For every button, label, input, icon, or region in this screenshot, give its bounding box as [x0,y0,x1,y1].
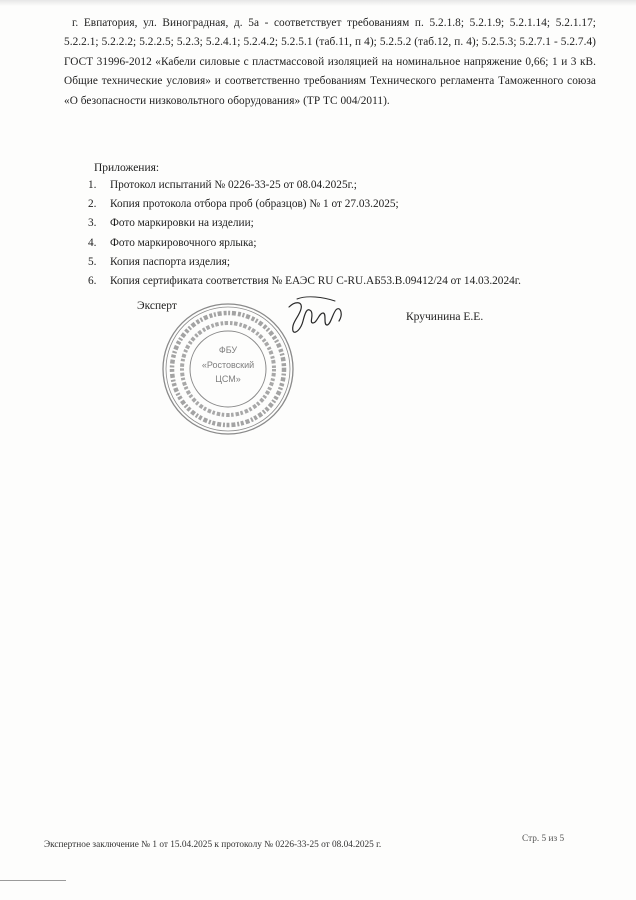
expert-name: Кручинина Е.Е. [406,311,484,323]
stamp-center-text-1: ФБУ [218,345,238,355]
list-item-text: Копия протокола отбора проб (образцов) № 1 от 27.03.2025; [110,198,399,211]
expert-label: Эксперт [137,300,177,312]
attachments-list [88,176,521,291]
list-item [88,272,521,291]
expert-signature [283,293,349,337]
list-item [88,195,521,214]
list-item-number: 5. [88,255,97,268]
list-item-text: Фото маркировочного ярлыка; [110,236,257,249]
conclusion-paragraph: г. Евпатория, ул. Виноградная, д. 5а - соответствует требованиям п. 5.2.1.8; 5.2.1.9; 5.2.1.14; 5.2.1.17; 5.2.2.1; 5.2.2.2; 5.2.2.5; 5.2.3; 5.2.4.1; 5.2.4.2; 5.2.5.1 (таб.11, п 4); 5.2.5.2 (таб.12, п. 4); 5.2.5.3; 5.2.7.1 - 5.2.7.4) ГОСТ 31996-2012 «Кабели силовые с пластмассовой изоляцией на номинальное напряжение 0,66; 1 и 3 кВ. Общие технические условия» и соответственно требованиям Технического регламента Таможенного союза «О безопасности низковольтного оборудования» (ТР ТС 004/2011). [64,17,596,107]
list-item-number: 2. [88,198,97,211]
list-item [88,214,521,233]
attachments-title: Приложения: [94,162,160,174]
list-item-text: Фото маркировки на изделии; [110,217,254,230]
list-item-number: 1. [88,179,97,191]
official-stamp [160,301,296,437]
stamp-center-text-2: «Ростовский [201,360,255,370]
list-item-number: 6. [88,275,97,288]
footer-reference: Экспертное заключение № 1 от 15.04.2025 к протоколу № 0226-33-25 от 08.04.2025 г. [44,840,382,850]
page-number: Стр. 5 из 5 [522,834,565,844]
list-item-number: 4. [88,236,97,249]
list-item-text: Копия паспорта изделия; [110,255,230,268]
scan-edge-line [0,880,66,881]
list-item [88,176,521,195]
list-item-number: 3. [88,217,97,230]
list-item [88,253,521,272]
list-item-text: Протокол испытаний № 0226-33-25 от 08.04.2025г.; [110,179,357,191]
list-item [88,234,521,253]
stamp-center-text-3: ЦСМ» [215,374,241,384]
list-item-text: Копия сертификата соответствия № ЕАЭС RU С-RU.АБ53.В.09412/24 от 14.03.2024г. [110,275,521,288]
